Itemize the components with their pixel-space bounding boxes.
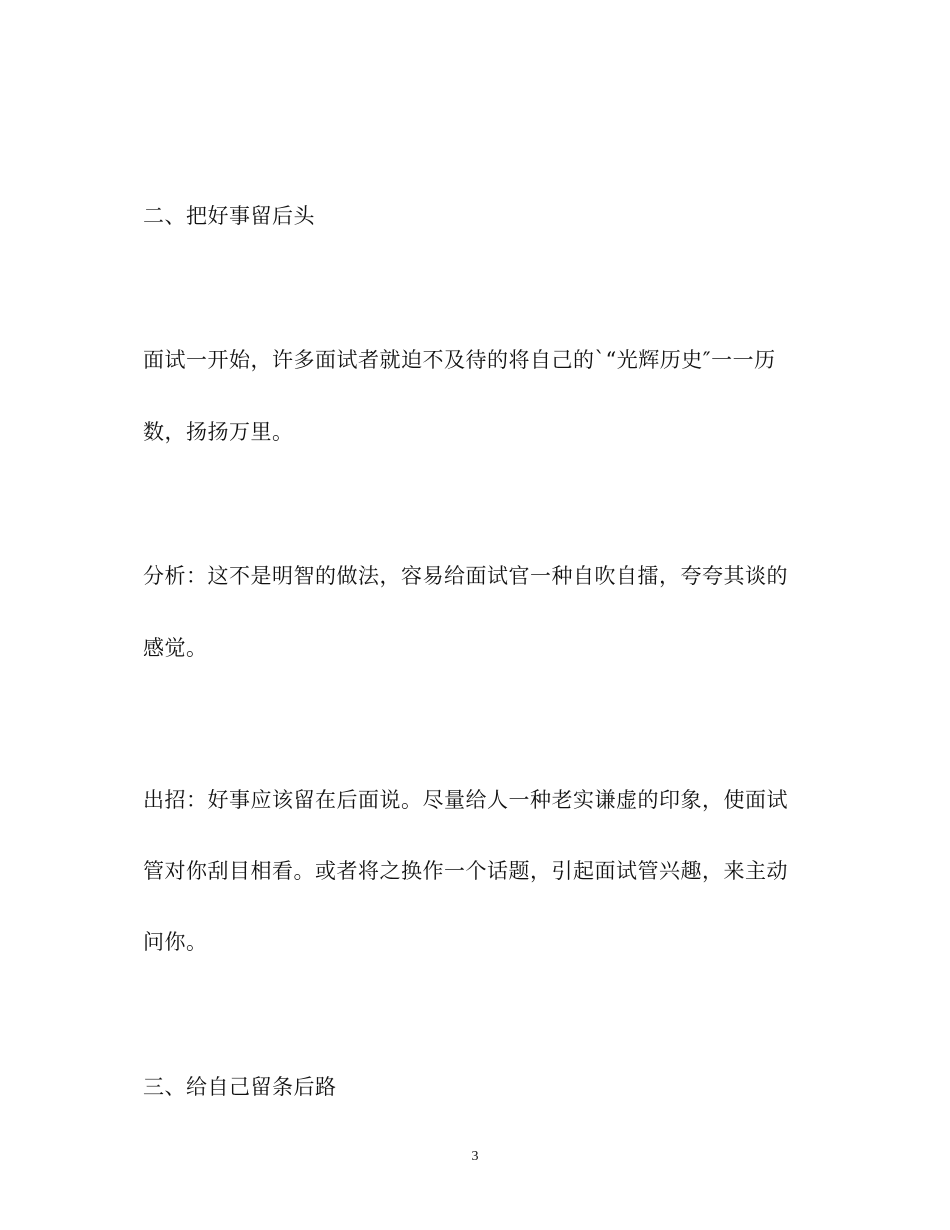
section-heading-3: 三、给自己留条后路: [143, 1075, 337, 1099]
section-heading-2: 二、把好事留后头: [143, 204, 315, 228]
page-number: 3: [471, 1149, 479, 1164]
paragraph-1-line-2: 数，扬扬万里。: [143, 420, 294, 444]
paragraph-2-line-1: 分析：这不是明智的做法，容易给面试官一种自吹自擂，夸夸其谈的: [143, 564, 788, 588]
paragraph-3-line-3: 问你。: [143, 930, 208, 954]
paragraph-1-line-1: 面试一开始，许多面试者就迫不及待的将自己的`“光辉历史″一一历: [143, 348, 776, 372]
paragraph-3-line-2: 管对你刮目相看。或者将之换作一个话题，引起面试管兴趣，来主动: [143, 859, 788, 883]
paragraph-2-line-2: 感觉。: [143, 636, 208, 660]
paragraph-3-line-1: 出招：好事应该留在后面说。尽量给人一种老实谦虚的印象，使面试: [143, 788, 788, 812]
